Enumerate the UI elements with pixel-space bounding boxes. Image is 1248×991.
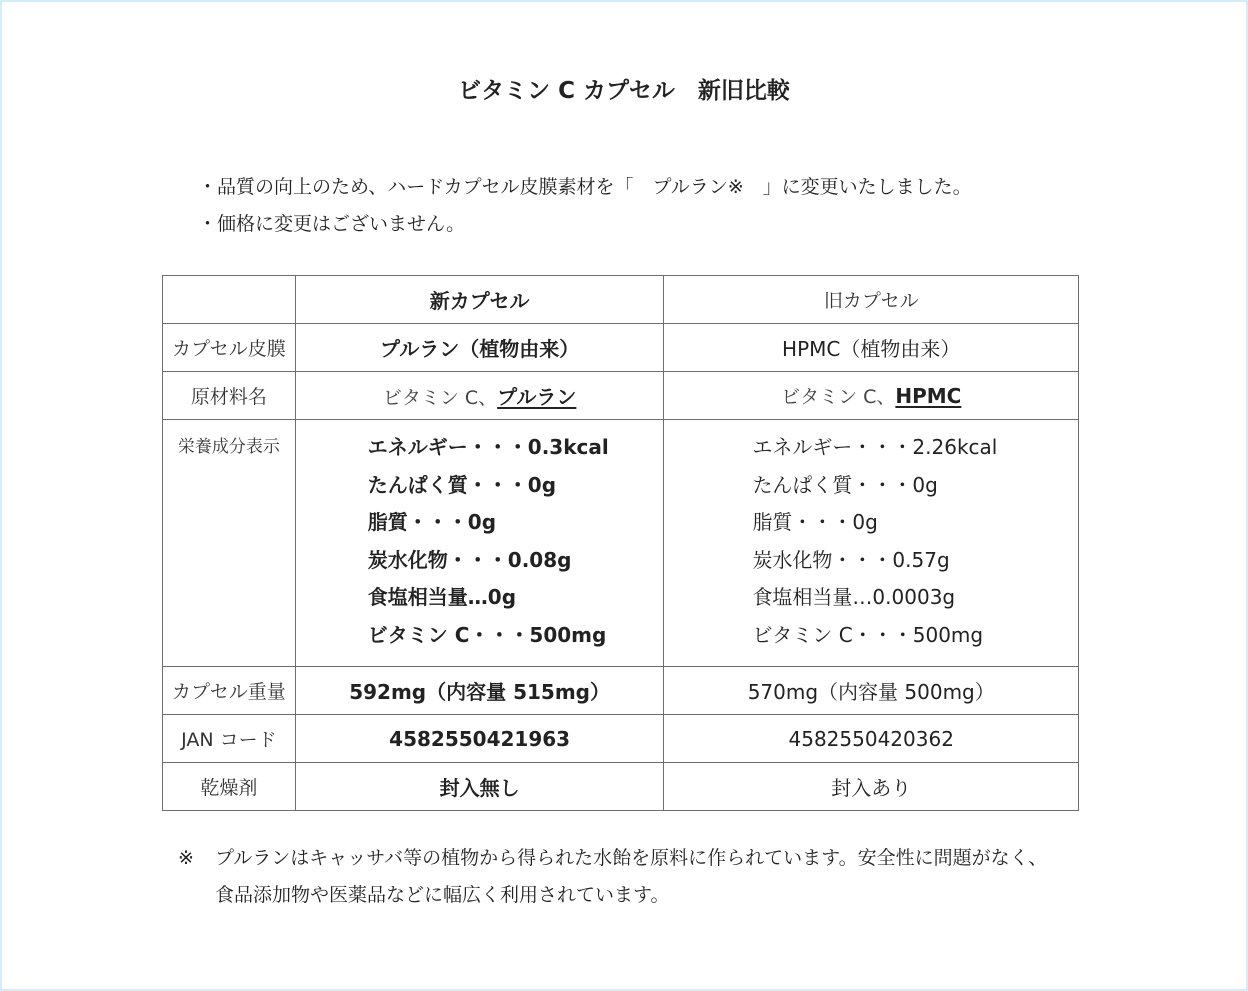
ingredients-old — [664, 372, 1079, 420]
desiccant-new: 封入無し — [295, 763, 664, 811]
ingredients-new-emphasis: プルラン — [497, 385, 577, 409]
nutrition-item: 食塩相当量…0.0003g — [752, 585, 956, 609]
table-row-nutrition — [163, 420, 1079, 667]
comparison-table — [162, 275, 1079, 811]
table-row-ingredients — [163, 372, 1079, 420]
nutrition-item: 炭水化物・・・0.57g — [752, 547, 950, 572]
header-corner-cell — [163, 276, 296, 324]
weight-old: 570mg（内容量 500mg） — [664, 667, 1079, 715]
footnote-line-1 — [178, 840, 1047, 877]
nutrition-new — [295, 420, 664, 667]
nutrition-item: 食塩相当量…0g — [367, 585, 517, 609]
row-label-weight: カプセル重量 — [163, 667, 296, 715]
notice-item: ・価格に変更はございません。 — [198, 213, 466, 235]
footnote — [178, 840, 1047, 914]
film-old: HPMC（植物由来） — [664, 324, 1079, 372]
nutrition-old-list — [664, 420, 1078, 654]
row-label-nutrition: 栄養成分表示 — [163, 420, 296, 667]
footnote-text-1: プルランはキャッサバ等の植物から得られた水飴を原料に作られています。安全性に問題がなく、 — [215, 847, 1048, 869]
nutrition-item: 脂質・・・0g — [367, 510, 497, 534]
row-label-desiccant: 乾燥剤 — [163, 763, 296, 811]
nutrition-item: エネルギー・・・0.3kcal — [367, 435, 609, 459]
nutrition-item: たんぱく質・・・0g — [752, 472, 938, 497]
ingredients-new-prefix: ビタミン C、 — [382, 387, 498, 409]
notice-list — [198, 169, 972, 243]
table-row-desiccant — [163, 763, 1079, 811]
desiccant-old: 封入あり — [664, 763, 1079, 811]
ingredients-old-prefix: ビタミン C、 — [781, 386, 896, 408]
table-row-jan — [163, 715, 1079, 763]
header-old-capsule: 旧カプセル — [664, 276, 1079, 324]
table-header-row — [163, 276, 1079, 324]
nutrition-item: エネルギー・・・2.26kcal — [752, 435, 998, 459]
nutrition-old — [664, 420, 1079, 667]
ingredients-new — [295, 372, 664, 420]
nutrition-new-list — [296, 420, 664, 654]
footnote-text-2: 食品添加物や医薬品などに幅広く利用されています。 — [215, 884, 670, 906]
row-label-film: カプセル皮膜 — [163, 324, 296, 372]
table-row-weight — [163, 667, 1079, 715]
nutrition-item: ビタミン C・・・500mg — [752, 622, 984, 647]
header-new-capsule: 新カプセル — [295, 276, 664, 324]
nutrition-item: たんぱく質・・・0g — [367, 472, 557, 497]
jan-new: 4582550421963 — [295, 715, 664, 763]
nutrition-item: 炭水化物・・・0.08g — [367, 547, 572, 572]
nutrition-item: 脂質・・・0g — [752, 510, 878, 534]
nutrition-item: ビタミン C・・・500mg — [367, 622, 607, 647]
row-label-jan: JAN コード — [163, 715, 296, 763]
weight-new: 592mg（内容量 515mg） — [295, 667, 664, 715]
table-row-film — [163, 324, 1079, 372]
ingredients-old-emphasis: HPMC — [895, 384, 962, 408]
page-title: ビタミン C カプセル 新旧比較 — [458, 78, 790, 104]
jan-old: 4582550420362 — [664, 715, 1079, 763]
film-new: プルラン（植物由来） — [295, 324, 664, 372]
notice-item: ・品質の向上のため、ハードカプセル皮膜素材を「 プルラン※ 」に変更いたしました。 — [198, 176, 972, 198]
row-label-ingredients: 原材料名 — [163, 372, 296, 420]
footnote-mark: ※ — [178, 847, 194, 869]
